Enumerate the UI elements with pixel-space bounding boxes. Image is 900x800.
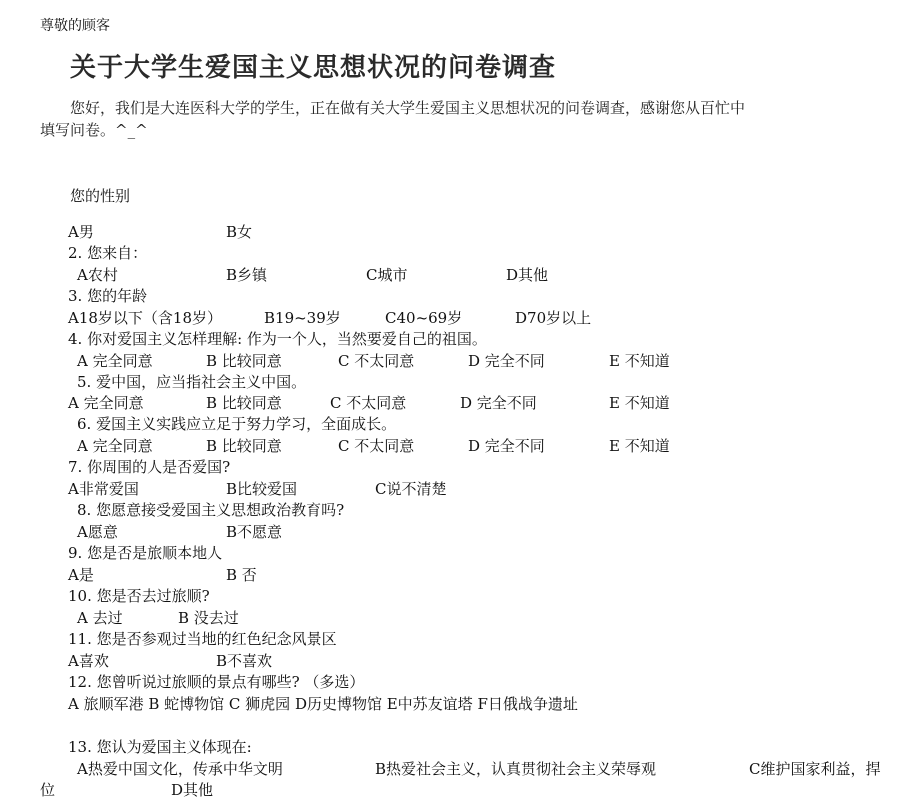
q4-option-e[interactable]: E 不知道 — [609, 352, 670, 370]
question-3-text: 3. 您的年龄 — [68, 287, 148, 305]
q11-option-b[interactable]: B不喜欢 — [216, 652, 273, 670]
q6-option-d[interactable]: D 完全不同 — [468, 437, 545, 455]
q2-option-a[interactable]: A农村 — [77, 266, 118, 284]
q6-option-b[interactable]: B 比较同意 — [206, 437, 282, 455]
q2-option-b[interactable]: B乡镇 — [226, 266, 268, 284]
q5-option-b[interactable]: B 比较同意 — [206, 394, 282, 412]
q5-option-e[interactable]: E 不知道 — [609, 394, 670, 412]
question-12-text: 12. 您曾听说过旅顺的景点有哪些? （多选） — [68, 673, 365, 691]
q3-option-d[interactable]: D70岁以上 — [515, 309, 592, 327]
question-4-text: 4. 你对爱国主义怎样理解: 作为一个人，当然要爱自己的祖国。 — [68, 330, 487, 348]
q13-option-d[interactable]: D其他 — [171, 781, 214, 799]
q5-option-c[interactable]: C 不太同意 — [330, 394, 407, 412]
q8-option-b[interactable]: B不愿意 — [226, 523, 283, 541]
question-6-text: 6. 爱国主义实践应立足于努力学习，全面成长。 — [77, 415, 397, 433]
question-13-text: 13. 您认为爱国主义体现在: — [68, 738, 252, 756]
q8-option-a[interactable]: A愿意 — [77, 523, 118, 541]
question-11-text: 11. 您是否参观过当地的红色纪念风景区 — [68, 630, 337, 648]
question-5-text: 5. 爱中国，应当指社会主义中国。 — [77, 373, 307, 391]
q11-option-a[interactable]: A喜欢 — [68, 652, 109, 670]
q6-option-e[interactable]: E 不知道 — [609, 437, 670, 455]
q13-option-c-continued: 位 — [40, 781, 56, 799]
q1-option-b[interactable]: B女 — [226, 223, 253, 241]
intro-paragraph — [40, 97, 900, 141]
q10-option-b[interactable]: B 没去过 — [178, 609, 239, 627]
q13-option-b[interactable]: B热爱社会主义，认真贯彻社会主义荣辱观 — [375, 760, 657, 778]
q12-options[interactable]: A 旅顺军港 B 蛇博物馆 C 狮虎园 D历史博物馆 E中苏友谊塔 F日俄战争遗址 — [68, 695, 578, 713]
q7-option-b[interactable]: B比较爱国 — [226, 480, 298, 498]
q4-option-a[interactable]: A 完全同意 — [77, 352, 153, 370]
page-title: 关于大学生爱国主义思想状况的问卷调查 — [70, 53, 557, 83]
intro-line-2: 填写问卷。^_^ — [40, 121, 148, 139]
q9-option-a[interactable]: A是 — [68, 566, 94, 584]
q6-option-a[interactable]: A 完全同意 — [77, 437, 153, 455]
question-10-text: 10. 您是否去过旅顺? — [68, 587, 210, 605]
q7-option-c[interactable]: C说不清楚 — [375, 480, 447, 498]
q2-option-c[interactable]: C城市 — [366, 266, 408, 284]
intro-line-1: 您好，我们是大连医科大学的学生，正在做有关大学生爱国主义思想状况的问卷调查，感谢您从百忙中 — [70, 99, 746, 117]
q2-option-d[interactable]: D其他 — [506, 266, 549, 284]
q3-option-b[interactable]: B19~39岁 — [264, 309, 341, 327]
q7-option-a[interactable]: A非常爱国 — [68, 480, 139, 498]
q5-option-d[interactable]: D 完全不同 — [460, 394, 537, 412]
q13-option-a[interactable]: A热爱中国文化，传承中华文明 — [77, 760, 283, 778]
q5-option-a[interactable]: A 完全同意 — [68, 394, 144, 412]
q9-option-b[interactable]: B 否 — [226, 566, 257, 584]
q10-option-a[interactable]: A 去过 — [77, 609, 123, 627]
q1-option-a[interactable]: A男 — [68, 223, 94, 241]
question-8-text: 8. 您愿意接受爱国主义思想政治教育吗? — [77, 501, 345, 519]
q4-option-c[interactable]: C 不太同意 — [338, 352, 415, 370]
question-7-text: 7. 你周围的人是否爱国? — [68, 458, 231, 476]
q4-option-d[interactable]: D 完全不同 — [468, 352, 545, 370]
q13-option-c[interactable]: C维护国家利益，捍 — [749, 760, 881, 778]
q6-option-c[interactable]: C 不太同意 — [338, 437, 415, 455]
question-2-text: 2. 您来自： — [68, 244, 148, 262]
q3-option-a[interactable]: A18岁以下（含18岁） — [68, 309, 223, 327]
q3-option-c[interactable]: C40~69岁 — [385, 309, 463, 327]
q4-option-b[interactable]: B 比较同意 — [206, 352, 282, 370]
salutation: 尊敬的顾客 — [40, 18, 110, 34]
question-1-text: 您的性别 — [70, 187, 131, 205]
question-9-text: 9. 您是否是旅顺本地人 — [68, 544, 223, 562]
